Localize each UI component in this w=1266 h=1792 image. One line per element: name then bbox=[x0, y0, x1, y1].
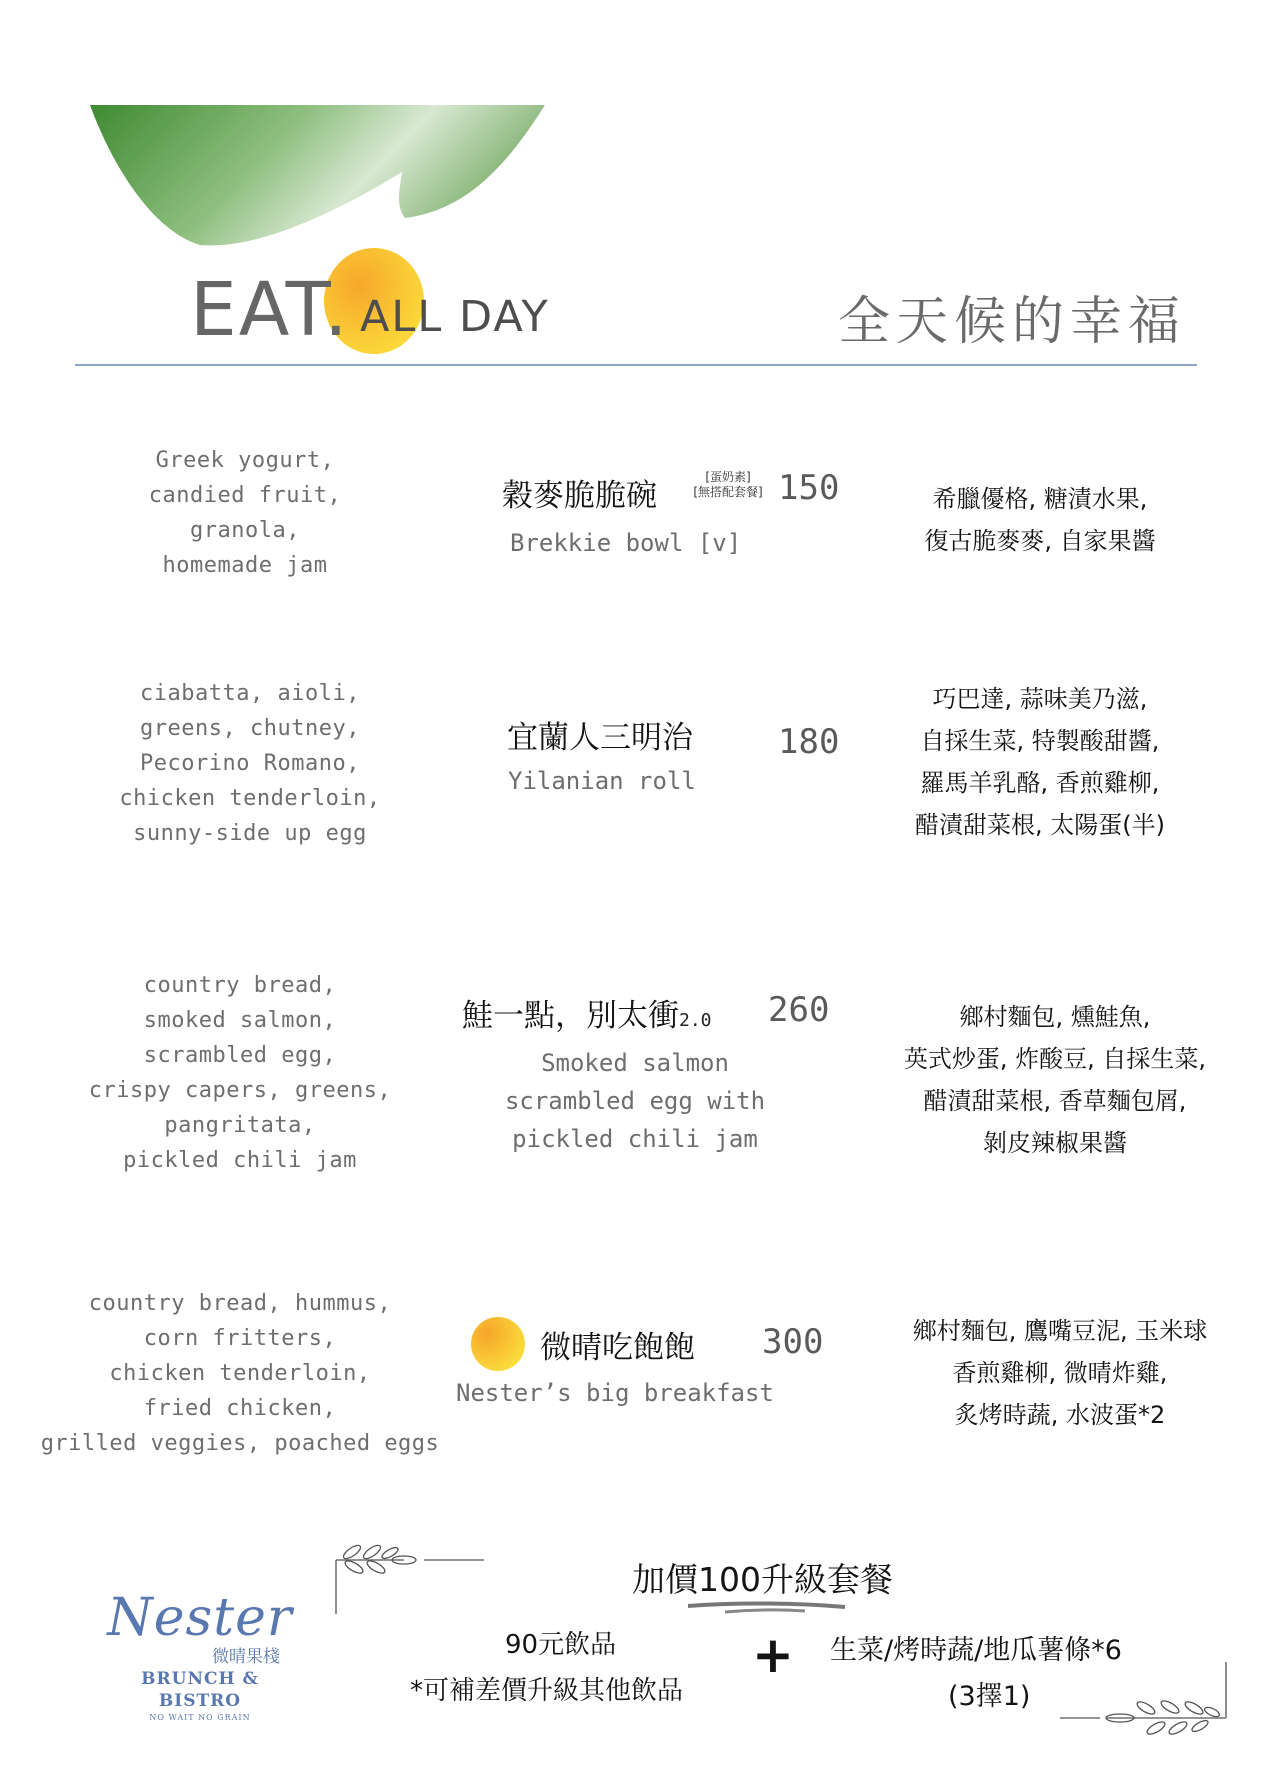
title-eat-text: EAT bbox=[190, 267, 325, 353]
ingredient-zh-line: 炙烤時蔬, 水波蛋*2 bbox=[954, 1401, 1166, 1429]
ingredient-line: pickled chili jam bbox=[123, 1148, 357, 1173]
ingredient-zh-line: 英式炒蛋, 炸酸豆, 自採生菜, bbox=[903, 1045, 1207, 1073]
ingredients-zh bbox=[860, 996, 1250, 1164]
dish-name-zh: 微晴吃飽飽 bbox=[540, 1330, 695, 1366]
ingredient-zh-line: 鄉村麵包, 燻鮭魚, bbox=[959, 1003, 1151, 1031]
logo-brunch-bistro: BRUNCH & BISTRO bbox=[141, 1669, 259, 1711]
ingredient-line: homemade jam bbox=[162, 553, 328, 578]
dish-price: 260 bbox=[768, 990, 830, 1030]
ingredient-line: sunny-side up egg bbox=[133, 821, 367, 846]
side-options: 生菜/烤時蔬/地瓜薯條*6 bbox=[830, 1635, 1122, 1666]
ingredient-line: chicken tenderloin, bbox=[119, 786, 381, 811]
dish-name-en bbox=[500, 524, 790, 562]
green-watercolor-leaf-icon bbox=[90, 100, 550, 260]
ingredient-line: Greek yogurt, bbox=[155, 448, 335, 473]
ingredient-line: greens, chutney, bbox=[140, 716, 360, 741]
ingredient-line: smoked salmon, bbox=[143, 1008, 337, 1033]
corner-branch-top-left-icon bbox=[334, 1542, 484, 1614]
dish-tags bbox=[683, 470, 773, 500]
upgrade-title: 加價100升級套餐 bbox=[632, 1560, 893, 1599]
dish-name-zh-text: 鮭一點，別太衝 bbox=[462, 998, 679, 1034]
dish-price: 180 bbox=[778, 722, 840, 762]
logo-script: Nester bbox=[107, 1588, 293, 1648]
dish-name-en bbox=[456, 1374, 774, 1412]
logo-tagline: NO WAIT NO GRAIN bbox=[149, 1713, 251, 1722]
ingredient-line: grilled veggies, poached eggs bbox=[40, 1431, 440, 1456]
side-choice-note: (3擇1) bbox=[948, 1681, 1031, 1712]
ingredient-line: Pecorino Romano, bbox=[140, 751, 360, 776]
logo-zh: 微晴果棧 bbox=[212, 1647, 280, 1667]
dish-name-en-line: Brekkie bowl [v] bbox=[510, 529, 742, 557]
drink-option: 90元飲品 bbox=[505, 1630, 617, 1660]
dish-name-en-line: pickled chili jam bbox=[512, 1125, 758, 1153]
ingredient-zh-line: 香煎雞柳, 微晴炸雞, bbox=[952, 1359, 1168, 1387]
ingredients-en bbox=[20, 1286, 460, 1461]
dish-price: 300 bbox=[762, 1322, 824, 1362]
tag-vegetarian: [蛋奶素] bbox=[705, 470, 751, 484]
title-all-day: ALL DAY bbox=[360, 292, 550, 342]
ingredient-line: country bread, bbox=[143, 973, 337, 998]
ingredient-line: corn fritters, bbox=[143, 1326, 337, 1351]
dish-name-en-line: scrambled egg with bbox=[504, 1087, 766, 1115]
ingredients-en bbox=[60, 968, 420, 1178]
header-divider bbox=[75, 364, 1197, 366]
dish-name-zh: 穀麥脆脆碗 bbox=[502, 478, 657, 514]
ingredient-line: fried chicken, bbox=[143, 1396, 337, 1421]
dish-name-en-line: Yilanian roll bbox=[508, 767, 696, 795]
ingredient-zh-line: 自採生菜, 特製酸甜醬, bbox=[920, 727, 1160, 755]
tag-no-set-meal: [無搭配套餐] bbox=[693, 485, 763, 499]
ingredient-line: country bread, hummus, bbox=[88, 1291, 392, 1316]
brush-underline-icon bbox=[680, 1600, 850, 1620]
drink-upgrade-note: *可補差價升級其他飲品 bbox=[410, 1676, 684, 1706]
ingredient-zh-line: 鄉村麵包, 鷹嘴豆泥, 玉米球 bbox=[912, 1317, 1208, 1345]
title-eat bbox=[190, 267, 350, 353]
ingredient-line: ciabatta, aioli, bbox=[140, 681, 360, 706]
ingredient-zh-line: 羅馬羊乳酪, 香煎雞柳, bbox=[920, 769, 1160, 797]
ingredient-line: scrambled egg, bbox=[143, 1043, 337, 1068]
ingredient-zh-line: 希臘優格, 糖漬水果, bbox=[932, 485, 1148, 513]
dish-name-zh: 宜蘭人三明治 bbox=[507, 720, 693, 756]
ingredient-line: candied fruit, bbox=[148, 483, 342, 508]
ingredient-line: granola, bbox=[190, 518, 300, 543]
dish-name-zh bbox=[462, 990, 712, 1035]
ingredients-zh bbox=[870, 678, 1210, 846]
ingredient-line: chicken tenderloin, bbox=[109, 1361, 371, 1386]
nester-logo bbox=[100, 1590, 300, 1724]
ingredient-line: crispy capers, greens, bbox=[88, 1078, 392, 1103]
dish-version: 2.0 bbox=[679, 1010, 712, 1031]
ingredients-en bbox=[100, 443, 390, 583]
ingredient-zh-line: 醋漬甜菜根, 香草麵包屑, bbox=[923, 1087, 1187, 1115]
ingredient-line: pangritata, bbox=[164, 1113, 316, 1138]
dish-name-en-line: Smoked salmon bbox=[541, 1049, 729, 1077]
dish-price: 150 bbox=[778, 468, 840, 508]
ingredient-zh-line: 復古脆麥麥, 自家果醬 bbox=[924, 527, 1156, 555]
title-dot: . bbox=[324, 267, 350, 353]
ingredient-zh-line: 剝皮辣椒果醬 bbox=[983, 1129, 1127, 1157]
sun-icon bbox=[470, 1316, 526, 1372]
ingredient-zh-line: 醋漬甜菜根, 太陽蛋(半) bbox=[915, 811, 1165, 839]
dish-name-en bbox=[508, 762, 696, 800]
ingredients-en bbox=[80, 676, 420, 851]
ingredients-zh bbox=[870, 478, 1210, 562]
plus-icon: + bbox=[752, 1626, 794, 1684]
dish-name-en-line: Nester’s big breakfast bbox=[456, 1379, 774, 1407]
corner-branch-bottom-right-icon bbox=[1060, 1660, 1230, 1746]
ingredient-zh-line: 巧巴達, 蒜味美乃滋, bbox=[932, 685, 1148, 713]
title-zh: 全天候的幸福 bbox=[838, 292, 1187, 352]
ingredients-zh bbox=[860, 1310, 1260, 1436]
dish-name-en bbox=[460, 1044, 810, 1158]
